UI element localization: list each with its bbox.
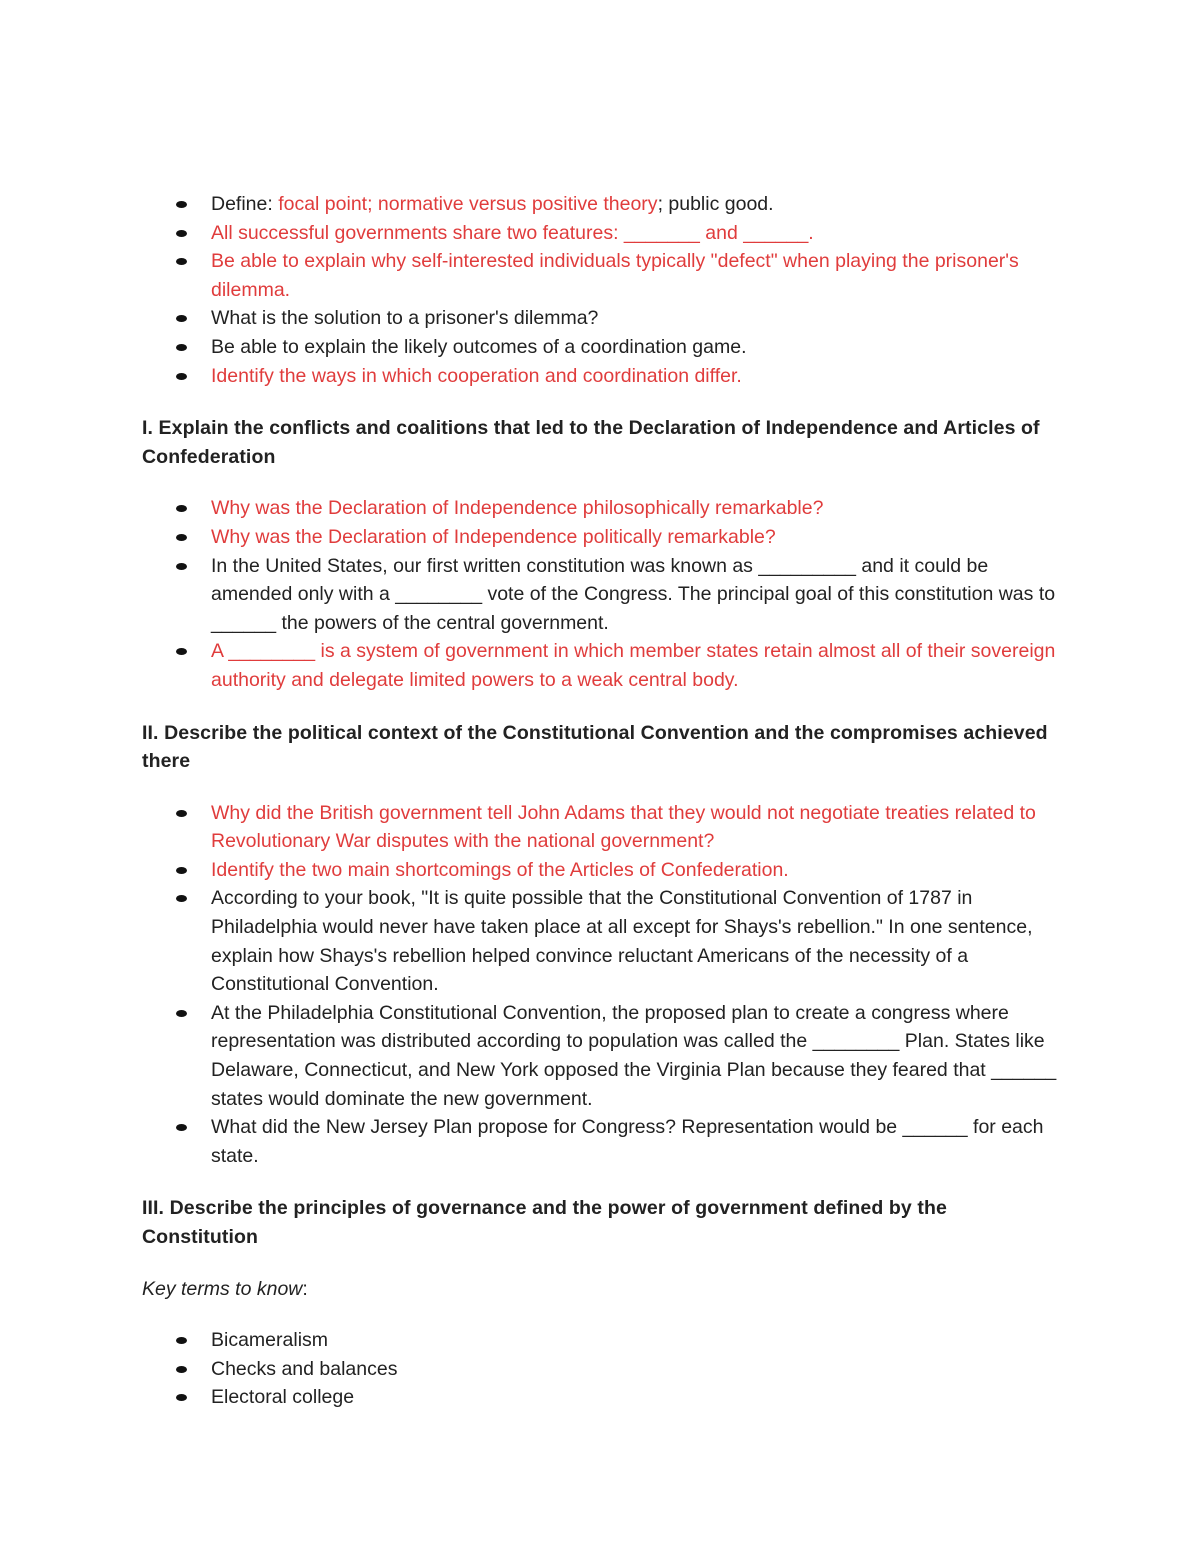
list-item-text: Why was the Declaration of Independence politically remarkable? (211, 525, 776, 548)
list-item-text: Electoral college (211, 1386, 355, 1409)
bullet-icon (176, 1124, 187, 1131)
list-item-text: What did the New Jersey Plan propose for Congress? Representation would be ______ for each state. (211, 1116, 1044, 1167)
list-item-text: Bicameralism (211, 1329, 329, 1352)
document-page (142, 190, 1062, 1412)
section-heading-1: I. Explain the conflicts and coalitions that led to the Declaration of Independence and Articles of Confederation (142, 417, 1040, 468)
list-item-text: Checks and balances (211, 1357, 398, 1380)
bullet-icon (176, 373, 187, 380)
bullet-icon (176, 563, 187, 570)
list-item (142, 884, 1062, 998)
section-heading-2: II. Describe the political context of the Constitutional Convention and the compromises achieved there (142, 721, 1048, 773)
key-terms-colon: : (302, 1277, 308, 1300)
key-terms-list (142, 1326, 1062, 1412)
list-item (142, 552, 1062, 638)
bullet-icon (176, 1394, 187, 1401)
bullet-icon (176, 315, 187, 322)
list-item (142, 523, 1062, 552)
list-item (142, 494, 1062, 523)
section-2-list (142, 799, 1062, 1171)
list-item (142, 1113, 1062, 1170)
bullet-icon (176, 505, 187, 512)
list-item-text: Be able to explain the likely outcomes of a coordination game. (211, 335, 747, 358)
list-item (142, 1326, 1062, 1355)
list-item-text: Define: (211, 193, 279, 215)
list-item (142, 333, 1062, 362)
list-item-text: In the United States, our first written constitution was known as _________ and it could be amended only with a ________ vote of the Congress. The principal goal of this constitution was to ______ the powers of the central government. (211, 554, 1056, 634)
list-item (142, 637, 1062, 694)
bullet-icon (176, 895, 187, 902)
list-item (142, 362, 1062, 391)
list-item-text: Be able to explain why self-interested individuals typically "defect" when playing the prisoner's dilemma. (211, 250, 1019, 301)
list-item (142, 856, 1062, 885)
intro-list (142, 190, 1062, 390)
bullet-icon (176, 648, 187, 655)
list-item-text: Identify the two main shortcomings of the Articles of Confederation. (211, 858, 789, 881)
list-item-text: focal point; normative versus positive theory (278, 193, 658, 215)
list-item (142, 190, 1062, 219)
bullet-icon (176, 534, 187, 541)
bullet-icon (176, 1366, 187, 1373)
key-terms-label: Key terms to know (142, 1277, 303, 1300)
list-item-text: Why was the Declaration of Independence philosophically remarkable? (211, 497, 824, 520)
bullet-icon (176, 867, 187, 874)
bullet-icon (176, 810, 187, 817)
list-item-text: ; public good. (657, 193, 774, 215)
list-item (142, 304, 1062, 333)
key-terms-label-line (142, 1275, 1062, 1304)
list-item (142, 247, 1062, 304)
list-item (142, 1355, 1062, 1384)
bullet-icon (176, 230, 187, 237)
bullet-icon (176, 258, 187, 265)
bullet-icon (176, 1337, 187, 1344)
list-item-text: Why did the British government tell John Adams that they would not negotiate treaties related to Revolutionary War disputes with the national government? (211, 801, 1036, 853)
list-item-text: Identify the ways in which cooperation and coordination differ. (211, 364, 742, 387)
bullet-icon (176, 344, 187, 351)
list-item (142, 219, 1062, 248)
bullet-icon (176, 1010, 187, 1017)
list-item (142, 799, 1062, 856)
list-item-text: At the Philadelphia Constitutional Convention, the proposed plan to create a congress where representation was distributed according to population was called the ________ Plan. States like Delaware, Connecticut, and New York opposed the Virginia Plan because they feared that ______ states would dominate the new government. (211, 1001, 1057, 1110)
list-item-text: What is the solution to a prisoner's dilemma? (211, 307, 599, 330)
list-item-text: A ________ is a system of government in which member states retain almost all of their sovereign authority and delegate limited powers to a weak central body. (211, 640, 1056, 691)
list-item (142, 1383, 1062, 1412)
section-heading-3: III. Describe the principles of governance and the power of government defined by the Constitution (142, 1197, 947, 1248)
bullet-icon (176, 201, 187, 208)
list-item (142, 999, 1062, 1113)
list-item-text: According to your book, "It is quite possible that the Constitutional Convention of 1787 in Philadelphia would never have taken place at all except for Shays's rebellion." In one sentence, explain how Shays's rebellion helped convince reluctant Americans of the necessity of a Constitutional Convention. (211, 887, 1033, 996)
section-1-list (142, 494, 1062, 694)
list-item-text: All successful governments share two features: _______ and ______. (211, 221, 814, 244)
